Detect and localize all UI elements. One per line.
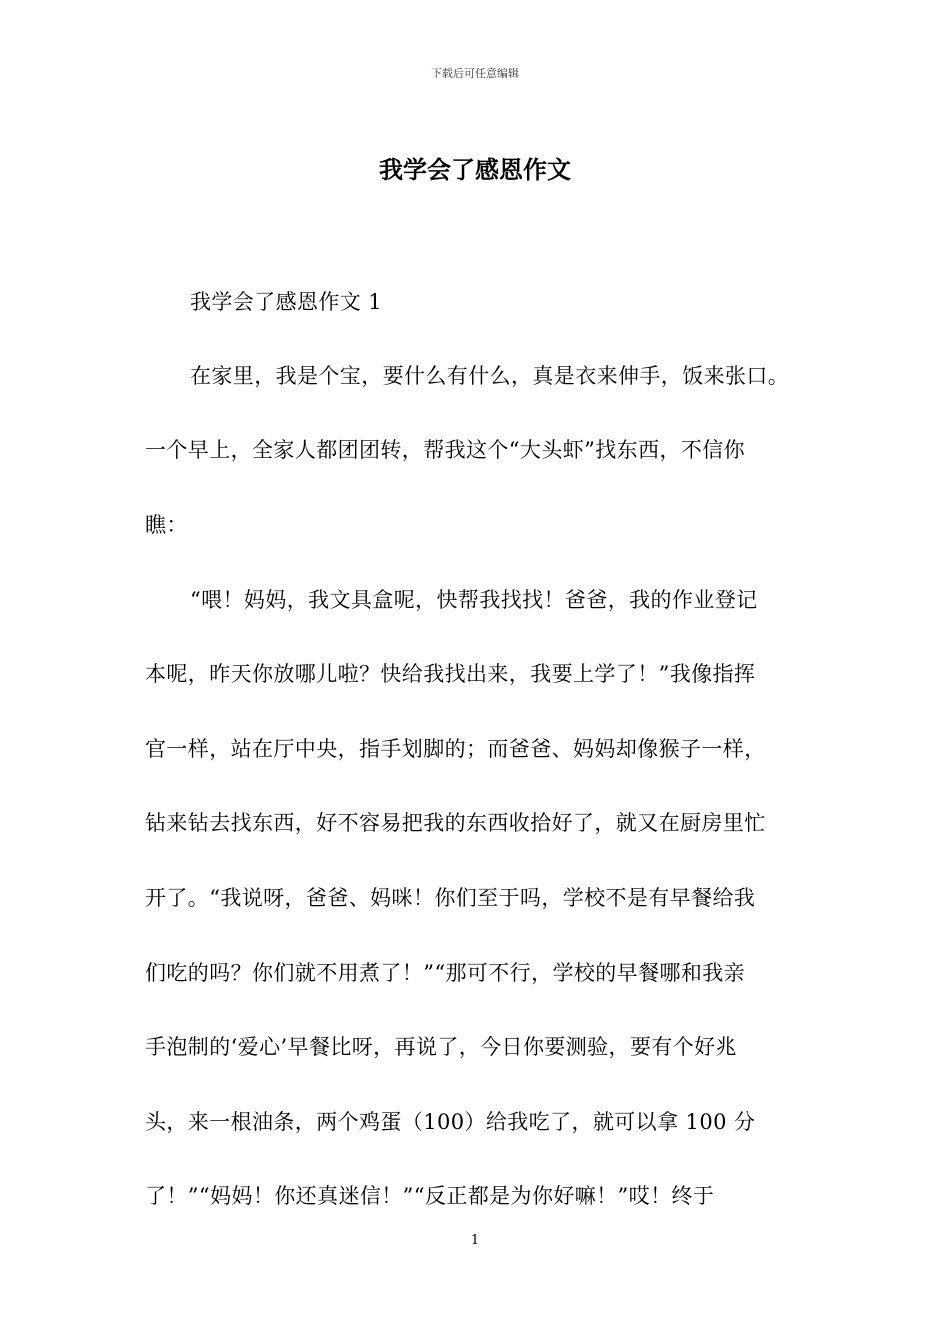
page-header-note: 下载后可任意编辑 xyxy=(431,67,519,80)
body-line: 在家里，我是个宝，要什么有什么，真是衣来伸手，饭来张口。 xyxy=(190,364,790,388)
body-line: 了！”“妈妈！你还真迷信！”“反正都是为你好嘛！”哎！终于 xyxy=(145,1184,715,1208)
body-line: 头，来一根油条，两个鸡蛋（100）给我吃了，就可以拿 100 分 xyxy=(145,1110,756,1134)
body-line: 瞧： xyxy=(145,513,188,537)
body-line: 官一样，站在厅中央，指手划脚的；而爸爸、妈妈却像猴子一样， xyxy=(145,737,766,761)
page-number: 1 xyxy=(470,1233,480,1248)
document-title: 我学会了感恩作文 xyxy=(379,155,571,184)
body-line: 一个早上，全家人都团团转，帮我这个“大头虾”找东西，不信你 xyxy=(145,438,746,462)
body-line: 本呢，昨天你放哪儿啦？快给我找出来，我要上学了！”我像指挥 xyxy=(145,662,756,686)
body-line: “喂！妈妈，我文具盒呢，快帮我找找！爸爸，我的作业登记 xyxy=(190,588,758,612)
body-line: 手泡制的‘爱心’早餐比呀，再说了，今日你要测验，要有个好兆 xyxy=(145,1035,737,1059)
body-line: 开了。“我说呀，爸爸、妈咪！你们至于吗，学校不是有早餐给我 xyxy=(145,886,756,910)
body-line: 们吃的吗？你们就不用煮了！”“那可不行，学校的早餐哪和我亲 xyxy=(145,961,746,985)
section-heading: 我学会了感恩作文 1 xyxy=(190,290,383,314)
body-line: 钻来钻去找东西，好不容易把我的东西收拾好了，就又在厨房里忙 xyxy=(145,811,766,835)
